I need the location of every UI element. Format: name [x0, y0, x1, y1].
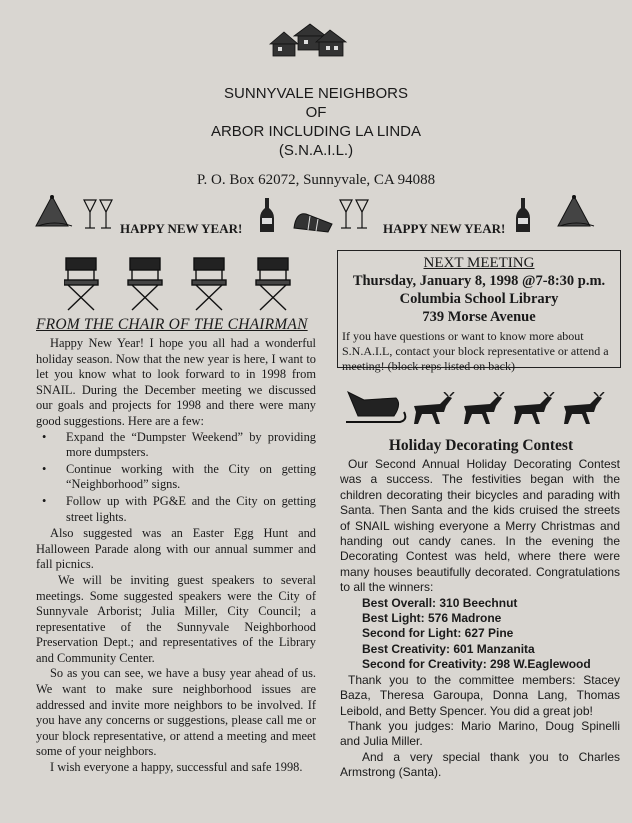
party-hat-icon: [554, 194, 598, 230]
sleigh-icon: [342, 386, 408, 426]
winner-item: Second for Creativity: 298 W.Eaglewood: [362, 657, 591, 672]
masthead-line-1: SUNNYVALE NEIGHBORS: [224, 85, 408, 102]
party-hat-icon: [32, 194, 76, 230]
masthead-line-4: (S.N.A.I.L.): [278, 142, 354, 159]
chair-column: [36, 336, 316, 776]
winner-item: Second for Light: 627 Pine: [362, 626, 514, 641]
goals-list: [36, 430, 316, 526]
chair-paragraph-3: We will be inviting guest speakers to several meetings. Some suggested speakers were the City of Sunnyvale Arborist; Julia Miller, City Council; a representative of the Sunnyvale Neighborhood Preservation Dept.; and representatives of the Library and Community Center.: [36, 572, 316, 665]
contest-paragraph-2: Thank you to the committee members: Stacey Baza, Theresa Garoupa, Donna Lang, Thomas Leibold, and Betty Spencer. You did a great job!: [340, 672, 620, 718]
chair-paragraph-2: Also suggested was an Easter Egg Hunt and Halloween Parade along with our annual summer and fall picnics.: [36, 526, 316, 572]
champagne-bottle-icon: [514, 196, 532, 234]
winner-item: Best Overall: 310 Beechnut: [362, 595, 518, 610]
contest-paragraph-3: Thank you judges: Mario Marino, Doug Spinelli and Julia Miller.: [340, 718, 620, 749]
chair-paragraph-5: I wish everyone a happy, successful and safe 1998.: [50, 760, 303, 775]
list-item: • Continue working with the City on getting “Neighborhood” signs.: [54, 462, 316, 493]
chair-paragraph-1: Happy New Year! I hope you all had a wonderful holiday season. Now that the new year is here, I want to let you know what to look forward to in 1998 from SNAIL. During the December meeting we discussed our goals and projects for 1998 and there were many good suggestions. Here are a few:: [36, 336, 316, 428]
list-item: • Expand the “Dumpster Weekend” by providing more dumpsters.: [54, 430, 316, 461]
meeting-title: NEXT MEETING: [423, 255, 535, 271]
masthead: [0, 84, 632, 160]
contest-paragraph-1: Our Second Annual Holiday Decorating Contest was a success. The festivities began with the children decorating their bicycles and parading with Santa. Then Santa and the kids cruised the streets of SNAIL wishing everyone a Merry Christmas and handing out candy canes. In the evening the Decorating Contest was held, where there were many houses beautifully decorated. Congratulations to all the winners:: [340, 457, 620, 595]
houses-icon: [268, 22, 348, 58]
contest-paragraph-4: And a very special thank you to Charles Armstrong (Santa).: [340, 749, 620, 780]
mailing-address: P. O. Box 62072, Sunnyvale, CA 94088: [196, 172, 436, 188]
contest-title: Holiday Decorating Contest: [388, 437, 574, 454]
chair-paragraph-4: So as you can see, we have a busy year ahead of us. We want to make sure neighborhood issues are addressed and invite more neighbors to be involved. If you have any concerns or suggestions, please call me or your block representative, or attend a meeting and meet some of your neighbors.: [36, 666, 316, 759]
noisemaker-icon: [292, 206, 334, 234]
masthead-line-2: OF: [305, 104, 327, 121]
greeting-right: HAPPY NEW YEAR!: [383, 221, 506, 236]
masthead-line-3: ARBOR INCLUDING LA LINDA: [210, 123, 422, 140]
directors-chairs-row: [64, 256, 294, 312]
next-meeting-box: [337, 250, 621, 373]
greeting-left: HAPPY NEW YEAR!: [120, 221, 243, 236]
meeting-body: If you have questions or want to know more about S.N.A.I.L, contact your block representative or attend a meeting! (block reps listed on back): [342, 329, 609, 373]
winner-item: Best Light: 576 Madrone: [362, 611, 502, 626]
meeting-date: Thursday, January 8, 1998 @7-8:30 p.m.: [352, 273, 606, 289]
list-item: • Follow up with PG&E and the City on getting street lights.: [54, 494, 316, 525]
winner-item: Best Creativity: 601 Manzanita: [362, 641, 535, 656]
champagne-glasses-icon: [82, 196, 116, 232]
meeting-location: Columbia School Library: [399, 291, 559, 307]
reindeer-icon: [410, 392, 606, 428]
contest-body: [340, 457, 620, 781]
champagne-glasses-icon: [338, 196, 372, 232]
champagne-bottle-icon: [258, 196, 276, 234]
chair-column-heading: FROM THE CHAIR OF THE CHAIRMAN: [36, 316, 308, 333]
meeting-street: 739 Morse Avenue: [422, 309, 536, 325]
